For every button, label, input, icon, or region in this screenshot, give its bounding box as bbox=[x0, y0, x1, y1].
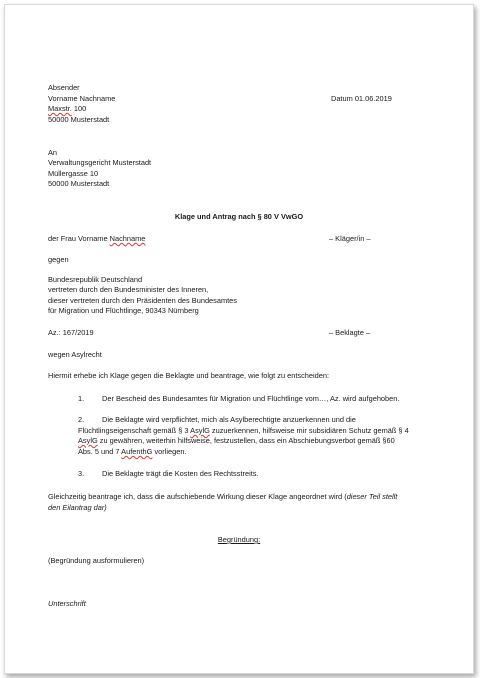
request-2-line-2c: zuzuerkennen, hilfsweise mir subsidiären Schutz gemäß § 4 bbox=[209, 426, 409, 435]
request-2-line-3 bbox=[78, 436, 395, 447]
defendant-line-1: Bundesrepublik Deutschland bbox=[48, 275, 143, 284]
request-2-line-4 bbox=[78, 447, 187, 458]
request-2-line-2a: Flüchtlingseigenschaft gemäß § 3 bbox=[78, 426, 191, 435]
request-2-aufenthg: AufenthG bbox=[121, 447, 153, 456]
plaintiff-line bbox=[48, 234, 145, 245]
interim-line-1a: Gleichzeitig beantrage ich, dass die aufschiebende Wirkung dieser Klage angeordnet wird ( bbox=[48, 492, 347, 501]
request-2-line-1: Die Beklagte wird verpflichtet, mich als Asylberechtigte anzuerkennen und die bbox=[102, 415, 356, 424]
subject-line: wegen Asylrecht bbox=[48, 350, 102, 359]
request-2-line-2 bbox=[78, 426, 409, 437]
sender-label: Absender bbox=[48, 83, 80, 92]
request-2-line-4c: vorliegen. bbox=[152, 447, 187, 456]
reasoning-placeholder: (Begründung ausformulieren) bbox=[48, 556, 145, 565]
request-2-asylg-1: AsylG bbox=[190, 426, 210, 435]
document-page bbox=[4, 4, 474, 674]
sender-street bbox=[48, 104, 86, 115]
signature: Unterschrift bbox=[48, 599, 86, 608]
plaintiff-surname: Nachname bbox=[109, 234, 146, 243]
recipient-city: 50000 Musterstadt bbox=[48, 179, 110, 188]
date: Datum 01.06.2019 bbox=[331, 94, 392, 103]
reasoning-heading: Begründung: bbox=[217, 535, 261, 544]
interim-note-1: dieser Teil stellt bbox=[346, 492, 398, 501]
request-1-number: 1. bbox=[78, 394, 85, 403]
recipient-label: An bbox=[48, 148, 58, 157]
intro-text: Hiermit erhebe ich Klage gegen die Beklagte und beantrage, wie folgt zu entscheiden: bbox=[48, 371, 330, 380]
request-2-line-3b: zu gewähren, weiterhin hilfsweise, festzustellen, dass ein Abschiebungsverbot gemäß §60 bbox=[97, 436, 395, 445]
sender-name: Vorname Nachname bbox=[48, 94, 116, 103]
against-label: gegen bbox=[48, 255, 69, 264]
defendant-role: – Beklagte – bbox=[329, 328, 371, 337]
plaintiff-prefix: der Frau Vorname bbox=[48, 234, 110, 243]
sender-city: 50000 Musterstadt bbox=[48, 115, 110, 124]
plaintiff-role: – Kläger/in – bbox=[329, 234, 371, 243]
sender-street-number: 100 bbox=[71, 104, 87, 113]
document-title: Klage und Antrag nach § 80 V VwGO bbox=[174, 212, 304, 221]
defendant-line-3: dieser vertreten durch den Präsidenten des Bundesamtes bbox=[48, 296, 237, 305]
interim-line-1 bbox=[48, 492, 397, 503]
defendant-line-4: für Migration und Flüchtlinge, 90343 Nürnberg bbox=[48, 306, 199, 315]
sender-street-name: Maxstr. bbox=[48, 104, 72, 113]
recipient-name: Verwaltungsgericht Musterstadt bbox=[48, 158, 152, 167]
request-3-text: Die Beklagte trägt die Kosten des Rechtsstreits. bbox=[102, 469, 259, 478]
request-1-text: Der Bescheid des Bundesamtes für Migration und Flüchtlinge vom…, Az. wird aufgehoben. bbox=[102, 394, 400, 403]
request-2-line-4a: Abs. 5 und 7 bbox=[78, 447, 122, 456]
request-2-asylg-2: AsylG bbox=[78, 436, 98, 445]
recipient-street: Müllergasse 10 bbox=[48, 169, 99, 178]
defendant-line-2: vertreten durch den Bundesminister des Inneren, bbox=[48, 285, 209, 294]
file-number: Az.: 167/2019 bbox=[48, 328, 94, 337]
request-2-number: 2. bbox=[78, 415, 85, 424]
request-3-number: 3. bbox=[78, 469, 85, 478]
interim-note-2: den Eilantrag dar) bbox=[48, 503, 107, 512]
